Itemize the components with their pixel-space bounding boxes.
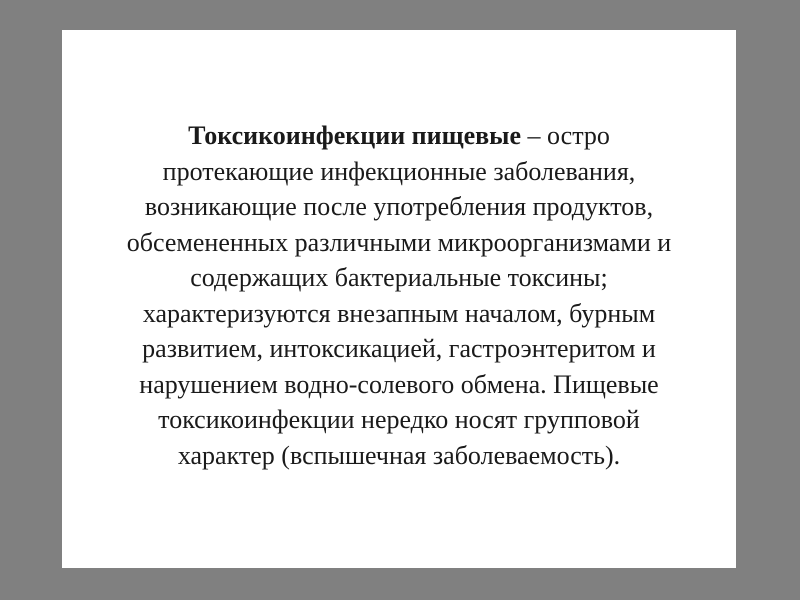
text-line-3: возникающие после употребления продуктов, — [144, 192, 654, 221]
text-line-1-rest: остро — [547, 121, 610, 150]
term-dash: – — [521, 121, 548, 150]
text-line-7: развитием, интоксикацией, гастроэнтеритом и — [142, 334, 656, 363]
text-line-6: характеризуются внезапным началом, бурным — [142, 298, 656, 328]
text-line-4: обсемененных различными микроорганизмами и — [126, 227, 672, 257]
definition-text — [62, 118, 736, 473]
text-line-8: нарушением водно-солевого обмена. Пищевые — [139, 369, 659, 399]
text-line-2: протекающие инфекционные заболевания, — [162, 156, 636, 186]
text-line-5: содержащих бактериальные токсины; — [190, 263, 608, 292]
term-heading: Токсикоинфекции пищевые — [188, 121, 522, 150]
text-line-10: характер (вспышечная заболеваемость). — [177, 440, 621, 470]
slide-page — [62, 30, 736, 568]
text-line-9: токсикоинфекции нередко носят групповой — [158, 405, 640, 434]
text-line-1 — [62, 118, 736, 154]
